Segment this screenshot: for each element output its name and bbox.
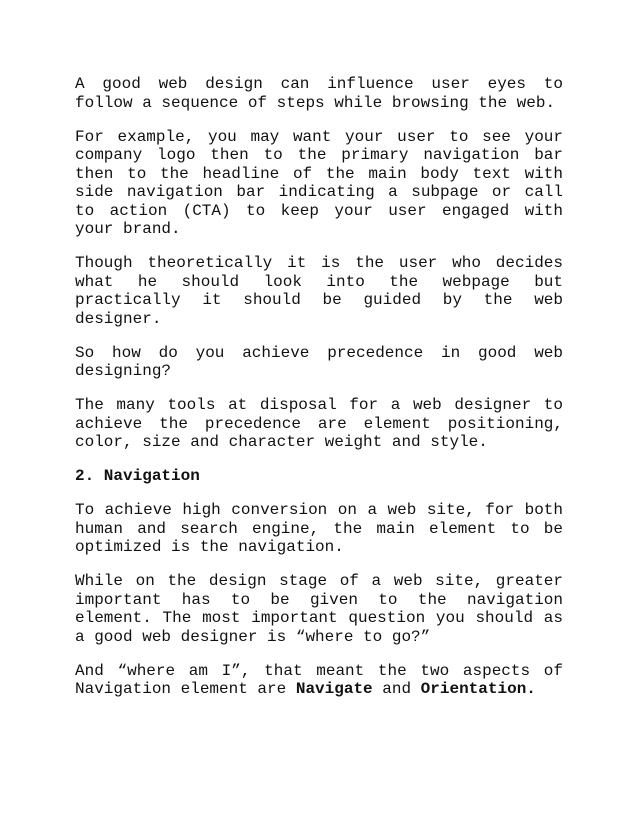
paragraph-theory: Though theoretically it is the user who decides what he should look into the webpage but practically it should be guided by the web designer. — [75, 254, 563, 328]
document-page — [75, 75, 563, 714]
paragraph-design-stage: While on the design stage of a web site, greater important has to be given to the navigation element. The most important question you should as a good web designer is “where to go?” — [75, 572, 563, 646]
paragraph-question: So how do you achieve precedence in good web designing? — [75, 343, 563, 380]
section-heading-navigation: 2. Navigation — [75, 467, 200, 485]
final-bold-orientation: Orientation — [420, 680, 527, 698]
paragraph-final — [75, 662, 563, 699]
final-text-suffix: . — [526, 680, 536, 698]
paragraph-example: For example, you may want your user to see your company logo then to the primary navigation bar then to the headline of the main body text with side navigation bar indicating a subpage or call to action (CTA) to keep your user engaged with your brand. — [75, 127, 563, 238]
paragraph-conversion: To achieve high conversion on a web site, for both human and search engine, the main element to be optimized is the navigation. — [75, 501, 563, 556]
final-text-middle: and — [372, 680, 421, 698]
paragraph-intro: A good web design can influence user eyes to follow a sequence of steps while browsing the web. — [75, 75, 563, 112]
paragraph-tools: The many tools at disposal for a web designer to achieve the precedence are element positioning, color, size and character weight and style. — [75, 396, 563, 451]
final-text-prefix: And “where am I”, that meant the two aspects of Navigation element are — [75, 661, 563, 698]
final-bold-navigate: Navigate — [295, 680, 373, 698]
